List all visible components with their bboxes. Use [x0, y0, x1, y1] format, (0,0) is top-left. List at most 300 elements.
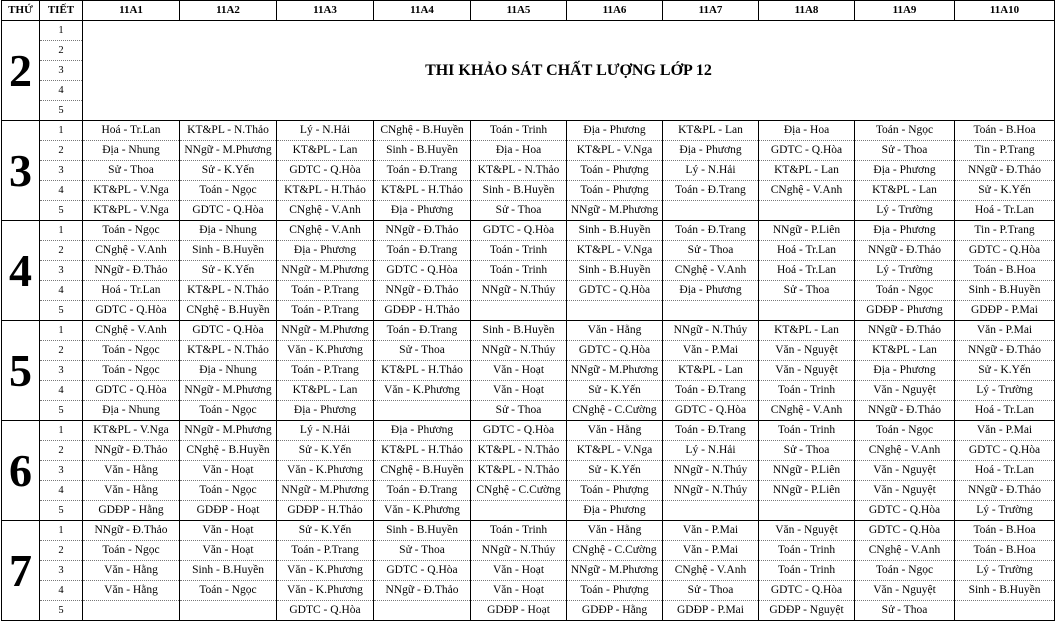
lesson-cell: NNgữ - M.Phương: [567, 201, 663, 221]
lesson-cell: NNgữ - Đ.Thảo: [955, 481, 1055, 501]
lesson-cell: Toán - P.Trang: [277, 301, 374, 321]
header-class: 11A9: [855, 1, 955, 21]
lesson-cell: Văn - Nguyệt: [855, 481, 955, 501]
lesson-cell: Sử - K.Yến: [277, 521, 374, 541]
period-number: 5: [40, 501, 83, 521]
lesson-cell: Văn - K.Phương: [277, 341, 374, 361]
header-class: 11A6: [567, 1, 663, 21]
lesson-cell: KT&PL - V.Nga: [567, 441, 663, 461]
lesson-cell: Văn - Nguyệt: [759, 521, 855, 541]
period-number: 4: [40, 381, 83, 401]
lesson-cell: Hoá - Tr.Lan: [759, 261, 855, 281]
lesson-cell: KT&PL - N.Thảo: [180, 341, 277, 361]
lesson-cell: Địa - Phương: [374, 201, 471, 221]
lesson-cell: NNgữ - M.Phương: [180, 141, 277, 161]
schedule-row: [2, 121, 1055, 141]
lesson-cell: CNghệ - V.Anh: [855, 441, 955, 461]
lesson-cell: Địa - Phương: [855, 221, 955, 241]
lesson-cell: GDĐP - Hoạt: [180, 501, 277, 521]
lesson-cell: Hoá - Tr.Lan: [83, 121, 180, 141]
period-number: 2: [40, 341, 83, 361]
lesson-cell: Văn - Hằng: [567, 521, 663, 541]
schedule-row: [2, 521, 1055, 541]
lesson-cell: Văn - P.Mai: [955, 421, 1055, 441]
period-number: 1: [40, 121, 83, 141]
lesson-cell: KT&PL - V.Nga: [83, 201, 180, 221]
lesson-cell: [663, 201, 759, 221]
lesson-cell: NNgữ - P.Liên: [759, 461, 855, 481]
lesson-cell: Sử - Thoa: [663, 581, 759, 601]
lesson-cell: NNgữ - Đ.Thảo: [855, 401, 955, 421]
lesson-cell: Văn - P.Mai: [955, 321, 1055, 341]
lesson-cell: Sử - Thoa: [663, 241, 759, 261]
period-number: 5: [40, 301, 83, 321]
lesson-cell: Địa - Phương: [277, 401, 374, 421]
lesson-cell: Sinh - B.Huyền: [471, 181, 567, 201]
lesson-cell: Địa - Phương: [855, 361, 955, 381]
lesson-cell: NNgữ - N.Thúy: [663, 481, 759, 501]
lesson-cell: Văn - K.Phương: [374, 501, 471, 521]
lesson-cell: NNgữ - M.Phương: [180, 421, 277, 441]
lesson-cell: Văn - K.Phương: [277, 561, 374, 581]
lesson-cell: GDĐP - Hằng: [83, 501, 180, 521]
lesson-cell: GDTC - Q.Hòa: [759, 141, 855, 161]
lesson-cell: Sử - Thoa: [471, 401, 567, 421]
lesson-cell: CNghệ - C.Cường: [471, 481, 567, 501]
lesson-cell: Toán - P.Trang: [277, 361, 374, 381]
lesson-cell: GDĐP - H.Thảo: [277, 501, 374, 521]
lesson-cell: GDTC - Q.Hòa: [374, 261, 471, 281]
lesson-cell: CNghệ - V.Anh: [83, 241, 180, 261]
lesson-cell: Sử - Thoa: [374, 541, 471, 561]
lesson-cell: [180, 601, 277, 621]
lesson-cell: [567, 301, 663, 321]
lesson-cell: Toán - Trinh: [759, 381, 855, 401]
lesson-cell: GDTC - Q.Hòa: [471, 221, 567, 241]
period-number: 2: [40, 241, 83, 261]
period-number: 1: [40, 21, 83, 41]
lesson-cell: Hoá - Tr.Lan: [83, 281, 180, 301]
lesson-cell: Toán - Ngọc: [855, 561, 955, 581]
lesson-cell: GDĐP - P.Mai: [663, 601, 759, 621]
lesson-cell: GDĐP - Hoạt: [471, 601, 567, 621]
lesson-cell: NNgữ - N.Thúy: [663, 321, 759, 341]
schedule-row: [2, 241, 1055, 261]
lesson-cell: GDĐP - P.Mai: [955, 301, 1055, 321]
period-number: 2: [40, 141, 83, 161]
schedule-row: [2, 461, 1055, 481]
schedule-row: [2, 541, 1055, 561]
lesson-cell: GDTC - Q.Hòa: [83, 301, 180, 321]
lesson-cell: Toán - Đ.Trang: [374, 161, 471, 181]
lesson-cell: KT&PL - Lan: [663, 121, 759, 141]
lesson-cell: Toán - Ngọc: [855, 281, 955, 301]
lesson-cell: Toán - B.Hoa: [955, 521, 1055, 541]
lesson-cell: Địa - Hoa: [471, 141, 567, 161]
lesson-cell: Văn - Hoạt: [471, 381, 567, 401]
lesson-cell: NNgữ - Đ.Thảo: [955, 341, 1055, 361]
schedule-row: [2, 601, 1055, 621]
lesson-cell: Sử - K.Yến: [277, 441, 374, 461]
lesson-cell: GDTC - Q.Hòa: [277, 601, 374, 621]
schedule-row: [2, 141, 1055, 161]
lesson-cell: Văn - K.Phương: [374, 381, 471, 401]
lesson-cell: GDTC - Q.Hòa: [567, 281, 663, 301]
header-day: THỨ: [2, 1, 40, 21]
lesson-cell: CNghệ - C.Cường: [567, 541, 663, 561]
lesson-cell: CNghệ - V.Anh: [277, 201, 374, 221]
exam-banner: THI KHẢO SÁT CHẤT LƯỢNG LỚP 12: [83, 21, 1055, 121]
lesson-cell: Toán - Phượng: [567, 481, 663, 501]
lesson-cell: NNgữ - Đ.Thảo: [83, 261, 180, 281]
lesson-cell: Toán - B.Hoa: [955, 261, 1055, 281]
lesson-cell: CNghệ - B.Huyền: [180, 301, 277, 321]
period-number: 3: [40, 61, 83, 81]
lesson-cell: Hoá - Tr.Lan: [955, 401, 1055, 421]
day-label: 5: [2, 321, 40, 421]
lesson-cell: Địa - Nhung: [180, 221, 277, 241]
lesson-cell: Sinh - B.Huyền: [567, 221, 663, 241]
lesson-cell: Hoá - Tr.Lan: [955, 461, 1055, 481]
header-class: 11A8: [759, 1, 855, 21]
lesson-cell: Văn - Hoạt: [180, 521, 277, 541]
header-row: [2, 1, 1055, 21]
lesson-cell: Văn - Hằng: [567, 421, 663, 441]
lesson-cell: KT&PL - Lan: [759, 161, 855, 181]
day-label: 7: [2, 521, 40, 621]
lesson-cell: NNgữ - Đ.Thảo: [83, 521, 180, 541]
lesson-cell: Toán - Ngọc: [855, 121, 955, 141]
lesson-cell: NNgữ - Đ.Thảo: [955, 161, 1055, 181]
lesson-cell: NNgữ - M.Phương: [277, 481, 374, 501]
timetable: [1, 0, 1055, 621]
lesson-cell: KT&PL - Lan: [759, 321, 855, 341]
lesson-cell: [759, 501, 855, 521]
lesson-cell: Văn - Hoạt: [471, 581, 567, 601]
lesson-cell: Toán - Ngọc: [83, 361, 180, 381]
lesson-cell: KT&PL - H.Thảo: [277, 181, 374, 201]
lesson-cell: Văn - Nguyệt: [759, 361, 855, 381]
lesson-cell: KT&PL - N.Thảo: [180, 121, 277, 141]
lesson-cell: [374, 601, 471, 621]
lesson-cell: Sử - Thoa: [471, 201, 567, 221]
lesson-cell: Lý - Trường: [955, 561, 1055, 581]
lesson-cell: Tin - P.Trang: [955, 221, 1055, 241]
lesson-cell: Lý - Trường: [855, 261, 955, 281]
lesson-cell: Địa - Nhung: [83, 141, 180, 161]
lesson-cell: Toán - Trinh: [471, 241, 567, 261]
schedule-row: [2, 401, 1055, 421]
header-class: 11A1: [83, 1, 180, 21]
lesson-cell: Toán - Ngọc: [83, 341, 180, 361]
lesson-cell: NNgữ - Đ.Thảo: [855, 241, 955, 261]
lesson-cell: Địa - Phương: [855, 161, 955, 181]
lesson-cell: Toán - Đ.Trang: [374, 481, 471, 501]
lesson-cell: NNgữ - Đ.Thảo: [374, 281, 471, 301]
lesson-cell: Toán - Ngọc: [180, 481, 277, 501]
lesson-cell: Sử - K.Yến: [955, 361, 1055, 381]
lesson-cell: KT&PL - N.Thảo: [471, 461, 567, 481]
lesson-cell: KT&PL - V.Nga: [83, 421, 180, 441]
lesson-cell: CNghệ - V.Anh: [83, 321, 180, 341]
period-number: 3: [40, 161, 83, 181]
lesson-cell: CNghệ - V.Anh: [759, 181, 855, 201]
lesson-cell: CNghệ - B.Huyền: [374, 121, 471, 141]
lesson-cell: Toán - Trinh: [759, 541, 855, 561]
period-number: 5: [40, 101, 83, 121]
lesson-cell: Sử - Thoa: [855, 601, 955, 621]
header-class: 11A2: [180, 1, 277, 21]
period-number: 5: [40, 401, 83, 421]
lesson-cell: Toán - B.Hoa: [955, 541, 1055, 561]
period-number: 1: [40, 321, 83, 341]
lesson-cell: Toán - P.Trang: [277, 541, 374, 561]
lesson-cell: NNgữ - N.Thúy: [663, 461, 759, 481]
lesson-cell: KT&PL - H.Thảo: [374, 441, 471, 461]
lesson-cell: Sử - K.Yến: [567, 381, 663, 401]
period-number: 5: [40, 201, 83, 221]
lesson-cell: CNghệ - B.Huyền: [374, 461, 471, 481]
lesson-cell: KT&PL - Lan: [855, 341, 955, 361]
schedule-row: [2, 421, 1055, 441]
lesson-cell: GDTC - Q.Hòa: [277, 161, 374, 181]
lesson-cell: CNghệ - V.Anh: [663, 261, 759, 281]
lesson-cell: Hoá - Tr.Lan: [955, 201, 1055, 221]
lesson-cell: NNgữ - M.Phương: [567, 561, 663, 581]
lesson-cell: NNgữ - Đ.Thảo: [374, 581, 471, 601]
lesson-cell: Địa - Phương: [567, 501, 663, 521]
lesson-cell: Toán - B.Hoa: [955, 121, 1055, 141]
lesson-cell: Văn - Hằng: [83, 461, 180, 481]
period-number: 2: [40, 441, 83, 461]
period-number: 2: [40, 41, 83, 61]
lesson-cell: Sử - Thoa: [759, 441, 855, 461]
lesson-cell: Lý - N.Hải: [277, 121, 374, 141]
period-number: 1: [40, 221, 83, 241]
lesson-cell: [374, 401, 471, 421]
schedule-row: [2, 261, 1055, 281]
lesson-cell: Sử - K.Yến: [567, 461, 663, 481]
lesson-cell: Lý - N.Hải: [277, 421, 374, 441]
lesson-cell: CNghệ - V.Anh: [759, 401, 855, 421]
schedule-row: [2, 281, 1055, 301]
period-number: 4: [40, 81, 83, 101]
period-number: 3: [40, 561, 83, 581]
lesson-cell: Sử - Thoa: [759, 281, 855, 301]
lesson-cell: Văn - Nguyệt: [855, 461, 955, 481]
lesson-cell: [471, 501, 567, 521]
lesson-cell: Toán - Ngọc: [855, 421, 955, 441]
lesson-cell: Toán - Đ.Trang: [663, 421, 759, 441]
lesson-cell: GDTC - Q.Hòa: [180, 321, 277, 341]
lesson-cell: Văn - K.Phương: [277, 581, 374, 601]
lesson-cell: Văn - Hoạt: [471, 361, 567, 381]
schedule-row: [2, 361, 1055, 381]
lesson-cell: [663, 301, 759, 321]
lesson-cell: Văn - Nguyệt: [855, 381, 955, 401]
schedule-row: [2, 381, 1055, 401]
lesson-cell: KT&PL - N.Thảo: [180, 281, 277, 301]
lesson-cell: KT&PL - H.Thảo: [374, 361, 471, 381]
lesson-cell: KT&PL - Lan: [663, 361, 759, 381]
lesson-cell: Sinh - B.Huyền: [955, 581, 1055, 601]
lesson-cell: NNgữ - N.Thúy: [471, 281, 567, 301]
lesson-cell: Lý - Trường: [955, 381, 1055, 401]
lesson-cell: Toán - Phượng: [567, 181, 663, 201]
lesson-cell: Sinh - B.Huyền: [471, 321, 567, 341]
schedule-row: [2, 441, 1055, 461]
lesson-cell: Sinh - B.Huyền: [374, 521, 471, 541]
lesson-cell: KT&PL - V.Nga: [567, 141, 663, 161]
lesson-cell: Sinh - B.Huyền: [955, 281, 1055, 301]
lesson-cell: [663, 501, 759, 521]
schedule-row: [2, 581, 1055, 601]
lesson-cell: GDTC - Q.Hòa: [374, 561, 471, 581]
lesson-cell: Toán - Trinh: [759, 561, 855, 581]
schedule-row: [2, 161, 1055, 181]
lesson-cell: Địa - Nhung: [180, 361, 277, 381]
lesson-cell: NNgữ - M.Phương: [180, 381, 277, 401]
lesson-cell: Toán - Trinh: [759, 421, 855, 441]
lesson-cell: Toán - Ngọc: [180, 181, 277, 201]
lesson-cell: Toán - Đ.Trang: [663, 181, 759, 201]
day-label: 2: [2, 21, 40, 121]
lesson-cell: GDTC - Q.Hòa: [180, 201, 277, 221]
lesson-cell: Sử - K.Yến: [180, 161, 277, 181]
lesson-cell: Địa - Phương: [277, 241, 374, 261]
lesson-cell: NNgữ - M.Phương: [277, 321, 374, 341]
lesson-cell: Địa - Phương: [374, 421, 471, 441]
lesson-cell: Toán - P.Trang: [277, 281, 374, 301]
lesson-cell: NNgữ - M.Phương: [277, 261, 374, 281]
schedule-row: [2, 501, 1055, 521]
schedule-row: [2, 321, 1055, 341]
lesson-cell: GDĐP - Phương: [855, 301, 955, 321]
day-label: 4: [2, 221, 40, 321]
lesson-cell: [955, 601, 1055, 621]
lesson-cell: Lý - N.Hải: [663, 441, 759, 461]
lesson-cell: NNgữ - P.Liên: [759, 221, 855, 241]
lesson-cell: CNghệ - C.Cường: [567, 401, 663, 421]
lesson-cell: Lý - Trường: [955, 501, 1055, 521]
lesson-cell: Sử - Thoa: [855, 141, 955, 161]
lesson-cell: CNghệ - V.Anh: [663, 561, 759, 581]
lesson-cell: KT&PL - Lan: [277, 141, 374, 161]
lesson-cell: GDTC - Q.Hòa: [955, 241, 1055, 261]
lesson-cell: GDTC - Q.Hòa: [855, 501, 955, 521]
lesson-cell: CNghệ - V.Anh: [855, 541, 955, 561]
period-number: 1: [40, 521, 83, 541]
lesson-cell: Toán - Trinh: [471, 261, 567, 281]
lesson-cell: Lý - Trường: [855, 201, 955, 221]
lesson-cell: Văn - Hằng: [83, 561, 180, 581]
lesson-cell: Sử - K.Yến: [180, 261, 277, 281]
lesson-cell: Sử - Thoa: [83, 161, 180, 181]
lesson-cell: Toán - Ngọc: [180, 581, 277, 601]
lesson-cell: GDTC - Q.Hòa: [663, 401, 759, 421]
lesson-cell: GDĐP - Hằng: [567, 601, 663, 621]
period-number: 3: [40, 261, 83, 281]
schedule-row: [2, 341, 1055, 361]
lesson-cell: NNgữ - N.Thúy: [471, 341, 567, 361]
lesson-cell: Văn - P.Mai: [663, 541, 759, 561]
lesson-cell: Văn - Nguyệt: [759, 341, 855, 361]
lesson-cell: Toán - Đ.Trang: [374, 321, 471, 341]
lesson-cell: Sử - K.Yến: [955, 181, 1055, 201]
lesson-cell: Văn - P.Mai: [663, 341, 759, 361]
lesson-cell: NNgữ - M.Phương: [567, 361, 663, 381]
lesson-cell: Toán - Ngọc: [83, 221, 180, 241]
lesson-cell: Toán - Phượng: [567, 581, 663, 601]
lesson-cell: Văn - K.Phương: [277, 461, 374, 481]
lesson-cell: Sinh - B.Huyền: [180, 241, 277, 261]
lesson-cell: [471, 301, 567, 321]
lesson-cell: GDTC - Q.Hòa: [567, 341, 663, 361]
header-period: TIẾT: [40, 1, 83, 21]
lesson-cell: Lý - N.Hải: [663, 161, 759, 181]
lesson-cell: Sinh - B.Huyền: [374, 141, 471, 161]
lesson-cell: Toán - Ngọc: [180, 401, 277, 421]
header-class: 11A10: [955, 1, 1055, 21]
lesson-cell: GDĐP - Nguyệt: [759, 601, 855, 621]
lesson-cell: Hoá - Tr.Lan: [759, 241, 855, 261]
lesson-cell: Tin - P.Trang: [955, 141, 1055, 161]
period-number: 3: [40, 461, 83, 481]
lesson-cell: Văn - Hoạt: [180, 541, 277, 561]
lesson-cell: NNgữ - Đ.Thảo: [83, 441, 180, 461]
lesson-cell: Văn - Hoạt: [471, 561, 567, 581]
schedule-row: [2, 561, 1055, 581]
lesson-cell: Văn - Hằng: [567, 321, 663, 341]
lesson-cell: GDTC - Q.Hòa: [855, 521, 955, 541]
lesson-cell: Địa - Nhung: [83, 401, 180, 421]
period-number: 4: [40, 181, 83, 201]
lesson-cell: Toán - Trinh: [471, 121, 567, 141]
header-class: 11A7: [663, 1, 759, 21]
lesson-cell: Văn - Hằng: [83, 581, 180, 601]
lesson-cell: CNghệ - V.Anh: [277, 221, 374, 241]
header-class: 11A3: [277, 1, 374, 21]
lesson-cell: Địa - Hoa: [759, 121, 855, 141]
lesson-cell: Toán - Đ.Trang: [663, 381, 759, 401]
lesson-cell: GDTC - Q.Hòa: [759, 581, 855, 601]
lesson-cell: [83, 601, 180, 621]
lesson-cell: NNgữ - Đ.Thảo: [374, 221, 471, 241]
lesson-cell: GDTC - Q.Hòa: [955, 441, 1055, 461]
lesson-cell: Địa - Phương: [663, 281, 759, 301]
lesson-cell: Văn - Nguyệt: [855, 581, 955, 601]
period-number: 1: [40, 421, 83, 441]
lesson-cell: NNgữ - Đ.Thảo: [855, 321, 955, 341]
lesson-cell: Sinh - B.Huyền: [567, 261, 663, 281]
day-label: 3: [2, 121, 40, 221]
lesson-cell: GDTC - Q.Hòa: [471, 421, 567, 441]
lesson-cell: Toán - Đ.Trang: [663, 221, 759, 241]
schedule-row: [2, 181, 1055, 201]
lesson-cell: GDĐP - H.Thảo: [374, 301, 471, 321]
lesson-cell: Toán - Trinh: [471, 521, 567, 541]
schedule-row: [2, 201, 1055, 221]
lesson-cell: Sinh - B.Huyền: [180, 561, 277, 581]
lesson-cell: KT&PL - N.Thảo: [471, 441, 567, 461]
lesson-cell: Văn - Hoạt: [180, 461, 277, 481]
lesson-cell: Sử - Thoa: [374, 341, 471, 361]
lesson-cell: KT&PL - Lan: [855, 181, 955, 201]
lesson-cell: [759, 301, 855, 321]
period-number: 4: [40, 281, 83, 301]
lesson-cell: GDTC - Q.Hòa: [83, 381, 180, 401]
period-number: 2: [40, 541, 83, 561]
